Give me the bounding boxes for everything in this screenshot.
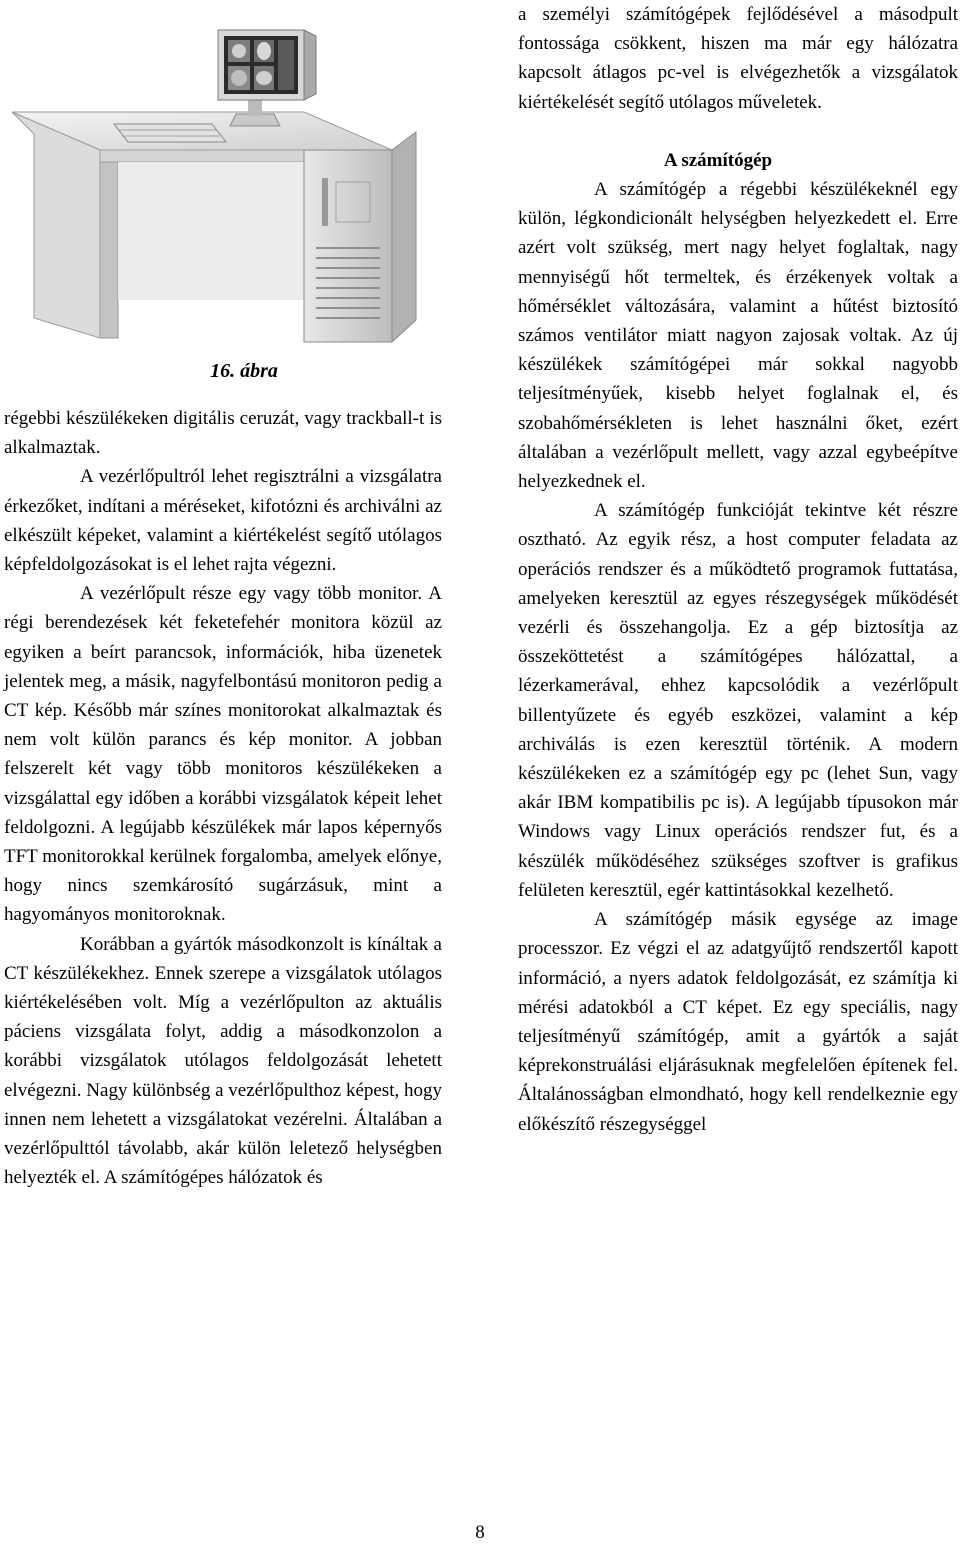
ct-console-illustration [4, 0, 442, 348]
section-heading: A számítógép [663, 149, 773, 171]
paragraph: A számítógép másik egysége az image processzor. Ez végzi el az adatgyűjtő rendszertől kapott információ, a nyers adatok feldolgozását, ez számítja ki mérési adatokból a CT képet. Ez egy speciális, nagy teljesítményű számítógép, amit a gyártók a saját képrekonstruálási eljárásuknak megfelelően építenek fel. Általánosságban elmondható, hogy kell rendelkeznie egy előkészítő részegységgel [518, 909, 958, 1135]
left-column [4, 0, 442, 1192]
paragraph: a személyi számítógépek fejlődésével a másodpult fontossága csökkent, hiszen ma már egy hálózatra kapcsolt átlagos pc-vel is elvégezhetők a vizsgálatok kiértékelését segítő utólagos műveletek. [518, 4, 958, 113]
paragraph: régebbi készülékeken digitális ceruzát, vagy trackball-t is alkalmaztak. [4, 408, 442, 459]
page-number: 8 [475, 1522, 485, 1543]
paragraph: Korábban a gyártók másodkonzolt is kínáltak a CT készülékekhez. Ennek szerepe a vizsgálatok utólagos kiértékelésében volt. Míg a vezérlőpulton az aktuális páciens vizsgálata folyt, addig a másodkonzolon a korábbi vizsgálatok utólagos feldolgozását lehetett elvégezni. Nagy különbség a vezérlőpulthoz képest, hogy innen nem lehetett a vizsgálatokat vezérelni. Általában a vezérlőpulttól távolabb, akár külön leletező helységben helyezték el. A számítógépes hálózatok és [4, 933, 442, 1189]
paragraph: A számítógép funkcióját tekintve két részre osztható. Az egyik rész, a host computer feladata az operációs rendszer és a működtető programok futtatása, amelyeken keresztül az egyes részegységek működését vezérli és összehangolja. Ez a gép biztosítja az összeköttetést a számítógépes hálózattal, a lézerkamerával, ehhez kapcsolódik a vezérlőpult billentyűzete és egyéb eszközei, valamint a kép archiválás is ezen keresztül történik. A modern készülékeken ez a számítógép egy pc (lehet Sun, vagy akár IBM kompatibilis pc is). A legújabb típusokon már Windows vagy Linux operációs rendszer fut, és a készülék működéséhez szükséges szoftver is grafikus felületen keresztül, egér kattintásokkal kezelhető. [518, 500, 958, 901]
paragraph: A vezérlőpultról lehet regisztrálni a vizsgálatra érkezőket, indítani a méréseket, kifotózni és archiválni az elkészült képeket, valamint a kiértékelést segítő utólagos képfeldolgozásokat is el lehet rajta végezni. [4, 466, 442, 576]
figure-ct-console [4, 0, 442, 348]
figure-caption: 16. ábra [210, 360, 278, 382]
right-column [518, 0, 958, 1139]
paragraph: A számítógép a régebbi készülékeknél egy külön, légkondicionált helységben helyezkedett el. Erre azért volt szükség, mert nagy helyet foglaltak, nagy mennyiségű hőt termeltek, és érzékenyek voltak a hőmérséklet változására, valamint a hűtést biztosító számos ventilátor miatt nagyon zajosak voltak. Az új készülékek számítógépei már sokkal nagyobb teljesítményűek, kisebb helyet foglalnak el, és szobahőmérsékleten is lehet használni őket, ezért általában a vezérlőpult mellett, vagy azzal egybeépítve helyezkednek el. [518, 179, 958, 493]
paragraph: A vezérlőpult része egy vagy több monitor. A régi berendezések két feketefehér monitora közül az egyiken a beírt parancsok, információk, hiba üzenetek jelentek meg, a másik, nagyfelbontású monitoron pedig a CT kép. Később már színes monitorokat alkalmaztak és nem volt külön parancs és kép monitor. A jobban felszerelt két vagy több monitoros készülékeken a vizsgálattal egy időben a korábbi vizsgálatok képeit lehet feldolgozni. A legújabb készülékek már lapos képernyős TFT monitorokkal kerülnek forgalomba, amelyek előnye, hogy nincs szemkárosító sugárzásuk, mint a hagyományos monitoroknak. [4, 583, 442, 926]
